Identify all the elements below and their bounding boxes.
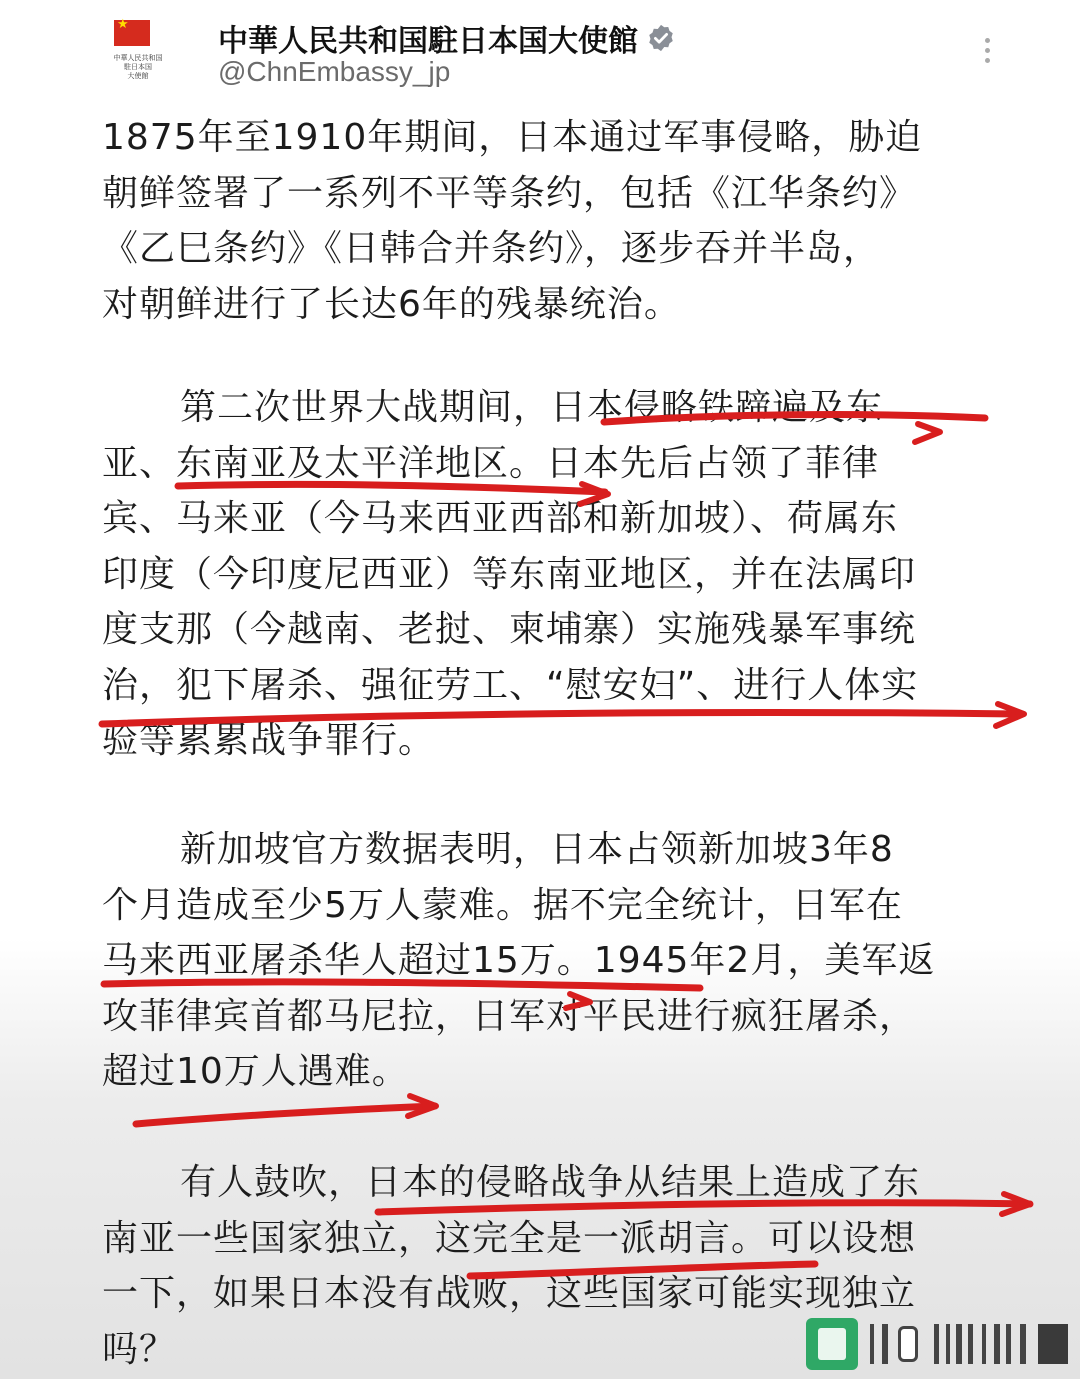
text-line: 第二次世界大战期间，日本侵略铁蹄遍及东	[180, 387, 884, 428]
text-line: 攻菲律宾首都马尼拉，日军对平民进行疯狂屠杀，	[102, 995, 917, 1037]
verified-badge-icon	[646, 23, 676, 53]
text-line: 验等累累战争罪行。	[102, 720, 436, 761]
avatar-caption-line: 駐日本国	[124, 63, 152, 71]
avatar-caption-line: 大使館	[127, 72, 149, 80]
paragraph	[102, 1155, 920, 1377]
text-line: 1875年至1910年期间，日本通过军事侵略，胁迫	[102, 117, 923, 158]
text-line: 个月造成至少5万人蒙难。据不完全统计，日军在	[102, 884, 903, 926]
text-line: 吗？	[102, 1328, 177, 1370]
app-logo-icon	[806, 1318, 858, 1370]
paragraph	[102, 380, 918, 769]
account-handle[interactable]: @ChnEmbassy_jp	[218, 56, 451, 87]
text-line: 亚、东南亚及太平洋地区。日本先后占领了菲律	[102, 442, 880, 484]
paragraph	[102, 822, 935, 1100]
more-vertical-icon[interactable]	[982, 38, 992, 68]
arrowhead	[1002, 1194, 1030, 1214]
text-line: 超过10万人遇难。	[102, 1051, 409, 1092]
chinese-flag-icon: ★	[114, 20, 150, 46]
underline-arrow	[136, 1106, 435, 1124]
text-line: 《乙巳条约》《日韩合并条约》，逐步吞并半岛，	[102, 228, 881, 269]
arrowhead	[996, 704, 1024, 726]
text-line: 印度（今印度尼西亚）等东南亚地区，并在法属印	[102, 553, 917, 595]
paragraph	[102, 110, 922, 332]
account-avatar[interactable]	[100, 18, 176, 94]
text-line: 宾、马来亚（今马来西亚西部和新加坡）、荷属东	[102, 498, 899, 539]
arrowhead	[915, 424, 940, 442]
post-header	[0, 0, 1080, 110]
text-line: 一下，如果日本没有战败，这些国家可能实现独立	[102, 1273, 917, 1314]
text-line: 马来西亚屠杀华人超过15万。1945年2月，美军返	[102, 940, 936, 981]
text-line: 度支那（今越南、老挝、柬埔寨）实施残暴军事统	[102, 609, 917, 650]
text-line: 朝鲜签署了一系列不平等条约，包括《江华条约》	[102, 172, 917, 214]
account-name-row	[218, 16, 676, 60]
text-line: 对朝鲜进行了长达6年的残暴统治。	[102, 283, 681, 325]
avatar-caption-line: 中華人民共和国	[113, 54, 163, 62]
text-line: 治，犯下屠杀、强征劳工、“慰安妇”、进行人体实	[102, 664, 919, 706]
account-name[interactable]: 中華人民共和国駐日本国大使館	[218, 24, 638, 59]
app-watermark	[806, 1318, 1068, 1370]
text-line: 有人鼓吹，日本的侵略战争从结果上造成了东	[180, 1162, 921, 1203]
text-line: 新加坡官方数据表明，日本占领新加坡3年8	[180, 829, 894, 870]
avatar-caption	[100, 54, 176, 81]
text-line: 南亚一些国家独立，这完全是一派胡言。可以设想	[102, 1217, 917, 1259]
